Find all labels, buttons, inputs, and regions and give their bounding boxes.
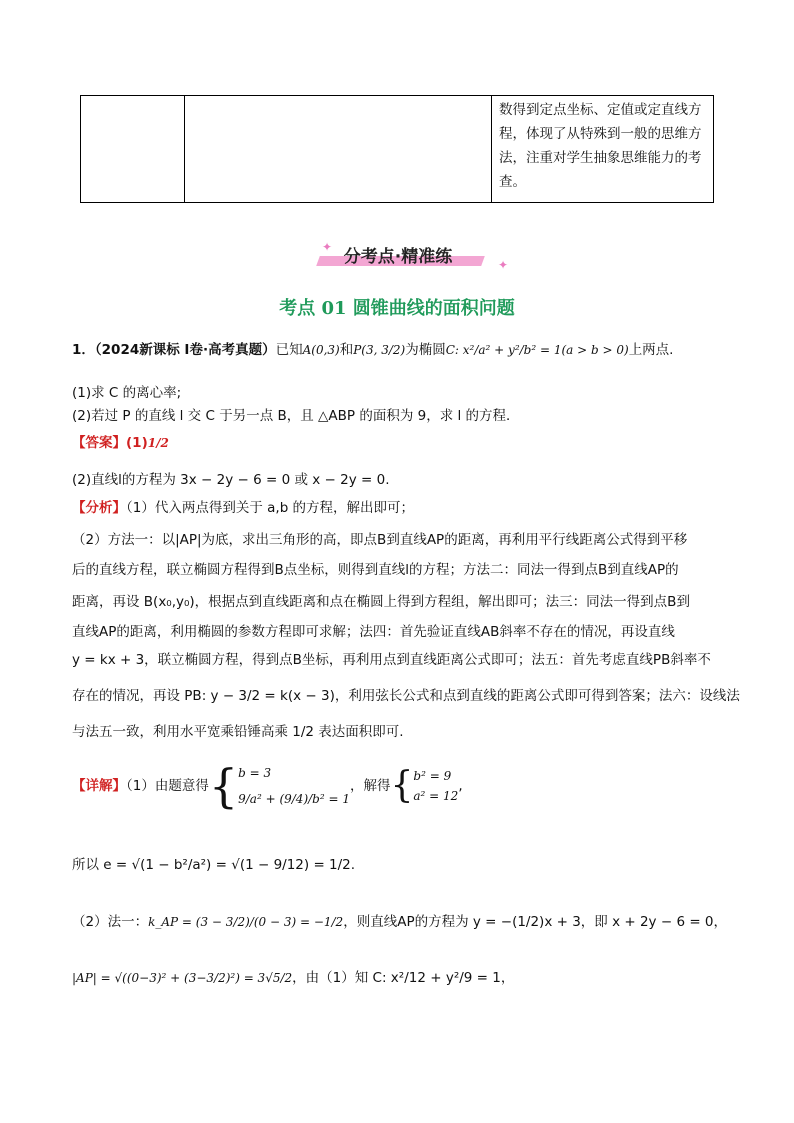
- question-1: (1)求 C 的离心率;: [72, 385, 182, 401]
- detail-text: （2）法一：: [72, 914, 149, 930]
- analysis-line-2: （2）方法一：以|AP|为底，求出三角形的高，即点B到直线AP的距离，再利用平行线距离公式得到平移: [72, 532, 688, 548]
- equation-system-2: [413, 766, 458, 806]
- ellipse-equation: C: x²/a² + y²/b² = 1(a > b > 0): [445, 343, 629, 357]
- stem-text: 上两点.: [628, 342, 674, 358]
- table-divider: [184, 96, 185, 202]
- analysis-label: 【分析】: [72, 500, 126, 516]
- system-eq: a² = 12: [413, 789, 459, 803]
- analysis-line-3: 后的直线方程，联立椭圆方程得到B点坐标，则得到直线l的方程；方法二：同法一得到点B到直线AP的: [72, 562, 679, 578]
- detail-text: ，解得: [349, 778, 391, 794]
- detail-text: （1）由题意得: [126, 778, 209, 794]
- stem-text: 已知: [275, 342, 303, 358]
- left-brace: {: [390, 765, 414, 806]
- ap-length-line: [72, 968, 514, 988]
- point-p: P(3, 3/2): [353, 343, 406, 357]
- analysis-line-1: [72, 498, 414, 518]
- answer-line-2: (2)直线l的方程为 3x − 2y − 6 = 0 或 x − 2y = 0.: [72, 472, 390, 488]
- problem-stem: [72, 340, 673, 360]
- sparkle-icon: ✦: [498, 258, 509, 272]
- stem-text: 为椭圆: [405, 342, 446, 358]
- section-title: 考点 01 圆锥曲线的面积问题: [279, 298, 515, 319]
- detail-text: ，则直线AP的方程为 y = −(1/2)x + 3，即 x + 2y − 6 = 0，: [343, 914, 728, 930]
- answer-1-value: 1/2: [147, 436, 169, 450]
- banner-title: 分考点·精准练: [343, 247, 453, 267]
- answer-line-1: [72, 433, 169, 453]
- slope-ap: k_AP = (3 − 3/2)/(0 − 3) = −1/2: [148, 915, 344, 929]
- banner-heading: [318, 242, 478, 270]
- system-eq: 9/a² + (9/4)/b² = 1: [238, 792, 350, 806]
- system-eq: b = 3: [238, 766, 272, 780]
- question-2: (2)若过 P 的直线 l 交 C 于另一点 B，且 △ABP 的面积为 9，求 l 的方程．: [72, 408, 520, 424]
- answer-prefix: (1): [126, 435, 148, 451]
- analysis-line-6: y = kx + 3，联立椭圆方程，得到点B坐标，再利用点到直线距离公式即可；法五：首先考虑直线PB斜率不: [72, 652, 711, 668]
- ap-length: |AP| = √((0−3)² + (3−3/2)²) = 3√5/2: [72, 971, 293, 985]
- analysis-line-8: 与法五一致，利用水平宽乘铅锤高乘 1/2 表达面积即可.: [72, 724, 404, 740]
- answer-label: 【答案】: [72, 435, 126, 451]
- method-1-line: [72, 912, 727, 932]
- analysis-text: （1）代入两点得到关于 a,b 的方程，解出即可；: [126, 500, 415, 516]
- analysis-line-4: 距离，再设 B(x₀,y₀)，根据点到直线距离和点在椭圆上得到方程组，解出即可；法三：同法一得到点B到: [72, 594, 690, 610]
- problem-source: （2024新课标 I卷·高考真题）: [94, 342, 276, 358]
- table-divider: [491, 96, 492, 202]
- table-fragment: [80, 95, 714, 203]
- left-brace: {: [208, 759, 239, 813]
- sparkle-icon: ✦: [322, 240, 333, 254]
- eccentricity-result: 所以 e = √(1 − b²/a²) = √(1 − 9/12) = 1/2.: [72, 857, 356, 873]
- detail-label: 【详解】: [72, 778, 126, 794]
- detail-text: ，由（1）知 C: x²/12 + y²/9 = 1，: [292, 970, 515, 986]
- problem-number: 1．: [72, 342, 95, 358]
- table-cell-text: 数得到定点坐标、定值或定直线方程，体现了从特殊到一般的思维方法，注重对学生抽象思维能力的考查。: [499, 102, 702, 190]
- analysis-line-7: 存在的情况，再设 PB: y − 3/2 = k(x − 3)，利用弦长公式和点到直线的距离公式即可得到答案；法六：设线法: [72, 688, 740, 704]
- detail-part-1: 【详解】（1）由题意得{ b = 3 9/a² + (9/4)/b² = 1 ，解得{ b² = 9 a² = 12 ,: [72, 759, 463, 813]
- system-eq: b² = 9: [413, 769, 452, 783]
- stem-text: 和: [339, 342, 354, 358]
- point-a: A(0,3): [302, 343, 340, 357]
- equation-system-1: [238, 760, 350, 812]
- analysis-line-5: 直线AP的距离，利用椭圆的参数方程即可求解；法四：首先验证直线AB斜率不存在的情况，再设直线: [72, 624, 675, 640]
